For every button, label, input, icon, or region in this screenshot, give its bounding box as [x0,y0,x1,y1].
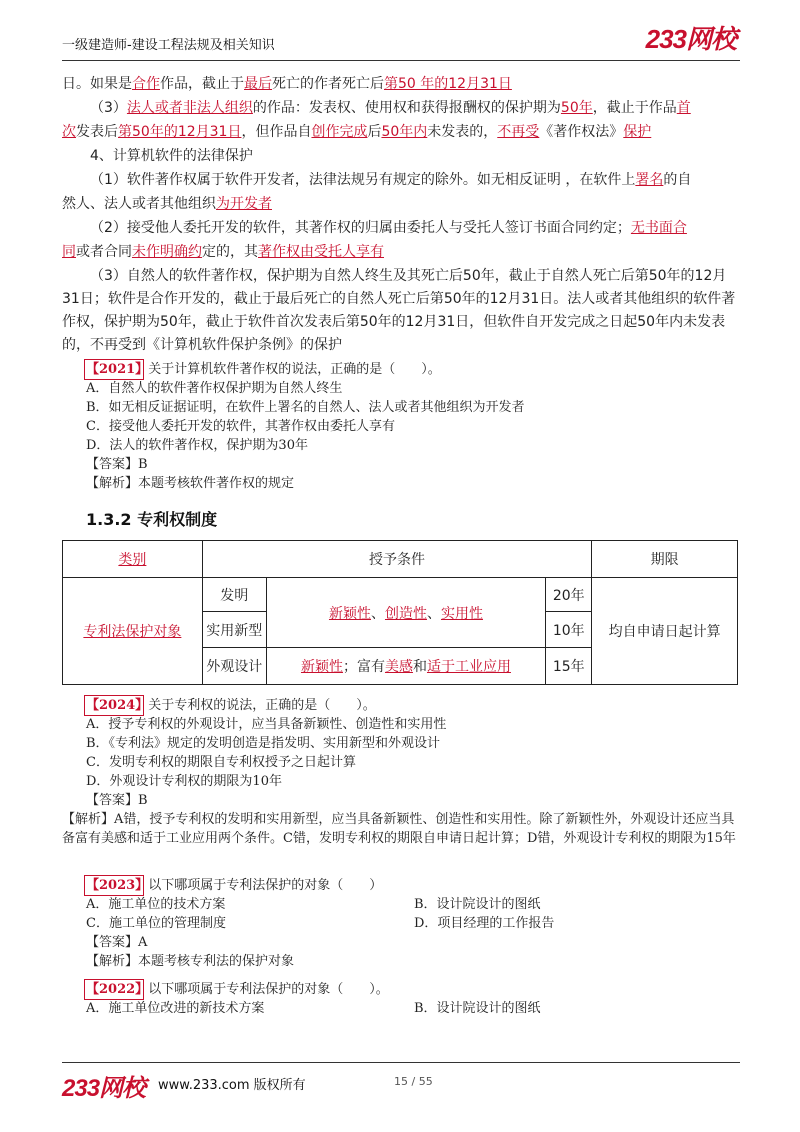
answer: 【答案】A [86,935,148,950]
question-2023 [86,876,746,971]
option-b: B．《专利法》规定的发明创造是指发明、实用新型和外观设计 [86,736,441,751]
option-b: B．设计院设计的图纸 [414,897,541,912]
option-b: B．设计院设计的图纸 [414,1001,541,1016]
analysis: 【解析】A错，授予专利权的发明和实用新型，应当具备新颖性、创造性和实用性。除了新颖性外，外观设计还应当具备富有美感和适于工业应用两个条件。C错，发明专利权的期限自申请日起计算；D错，外观设计专利权的期限为15年 [62,812,736,846]
header-title: 一级建造师-建设工程法规及相关知识 [62,38,275,53]
question-stem: 【2023】以下哪项属于专利法保护的对象（ ） [86,878,383,893]
copyright-line-0: 日。如果是合作作品，截止于最后死亡的作者死亡后第50 年的12月31日 [62,76,512,92]
type-utility: 实用新型 [202,612,266,648]
answer: 【答案】B [86,457,148,472]
software-p2-line-a: （2）接受他人委托开发的软件，其著作权的归属由委托人与受托人签订书面合同约定；无书面合 [90,220,687,236]
header-condition: 授予条件 [202,541,591,578]
software-p3: （3）自然人的软件著作权，保护期为自然人终生及其死亡后50年，截止于自然人死亡后第50年的12月31日；软件是合作开发的，截止于最后死亡的自然人死亡后第50年的12月31日。法人或者其他组织的软件著作权，保护期为50年，截止于软件首次发表后第50年的12月31日，但软件自开发完成之日起50年内未发表的，不再受到《计算机软件保护条例》的保护 [62,268,736,353]
option-a: A．自然人的软件著作权保护期为自然人终生 [86,381,343,396]
answer: 【答案】B [86,793,148,808]
tag-highlight-box [84,875,144,896]
option-d: D．外观设计专利权的期限为10年 [86,774,282,789]
header-divider [62,60,740,61]
option-c: C．接受他人委托开发的软件，其著作权由委托人享有 [86,419,395,434]
tag-highlight-box [84,359,144,380]
software-section-title: 4、计算机软件的法律保护 [90,148,253,164]
term-invention: 20年 [546,578,592,612]
option-b: B．如无相反证据证明，在软件上署名的自然人、法人或者其他组织为开发者 [86,400,525,415]
tag-highlight-box [84,979,144,1000]
software-p2-line-b: 同或者合同未作明确约定的，其著作权由受托人享有 [62,244,384,260]
page-number: 15 / 55 [394,1075,433,1088]
option-a: A．施工单位的技术方案 [86,897,226,912]
copyright-line-1: （3）法人或者非法人组织的作品：发表权、使用权和获得报酬权的保护期为50年，截止于作品首 [90,100,691,116]
option-d: D．法人的软件著作权，保护期为30年 [86,438,308,453]
header-term: 期限 [592,541,738,578]
tag-highlight-box [84,695,144,716]
footer-copyright: www.233.com 版权所有 [158,1078,306,1093]
brand-logo: 233网校 [645,24,736,54]
patent-table [62,540,738,685]
question-2022 [86,980,746,1018]
option-c: C．施工单位的管理制度 [86,916,226,931]
question-stem: 【2021】关于计算机软件著作权的说法，正确的是（ ）。 [86,362,441,377]
option-a: A．施工单位改进的新技术方案 [86,1001,265,1016]
analysis: 【解析】本题考核软件著作权的规定 [86,476,295,491]
question-stem: 【2024】关于专利权的说法，正确的是（ ）。 [86,698,376,713]
term-note: 均自申请日起计算 [592,578,738,685]
type-invention: 发明 [202,578,266,612]
copyright-line-2: 次发表后第50年的12月31日，但作品自创作完成后50年内未发表的，不再受《著作权法》保护 [62,124,652,140]
software-p1-line-a: （1）软件著作权属于软件开发者，法律法规另有规定的除外。如无相反证明 ，在软件上署名的自 [90,172,692,188]
question-stem: 【2022】以下哪项属于专利法保护的对象（ ）。 [86,982,389,997]
protected-object: 专利法保护对象 [63,578,203,685]
software-p1-line-b: 然人、法人或者其他组织为开发者 [62,196,272,212]
question-2024 [62,696,746,848]
footer-logo: 233网校 [62,1075,146,1102]
footer-divider [62,1062,740,1063]
option-a: A．授予专利权的外观设计，应当具备新颖性、创造性和实用性 [86,717,447,732]
type-design: 外观设计 [202,648,266,685]
condition-main: 新颖性、创造性、实用性 [266,578,546,648]
question-2021 [86,360,746,493]
term-design: 15年 [546,648,592,685]
term-utility: 10年 [546,612,592,648]
condition-design: 新颖性；富有美感和适于工业应用 [266,648,546,685]
header-category: 类别 [63,541,203,578]
option-c: C．发明专利权的期限自专利权授予之日起计算 [86,755,356,770]
analysis: 【解析】本题考核专利法的保护对象 [86,954,295,969]
option-d: D．项目经理的工作报告 [414,916,555,931]
section-heading: 1.3.2 专利权制度 [86,510,218,529]
